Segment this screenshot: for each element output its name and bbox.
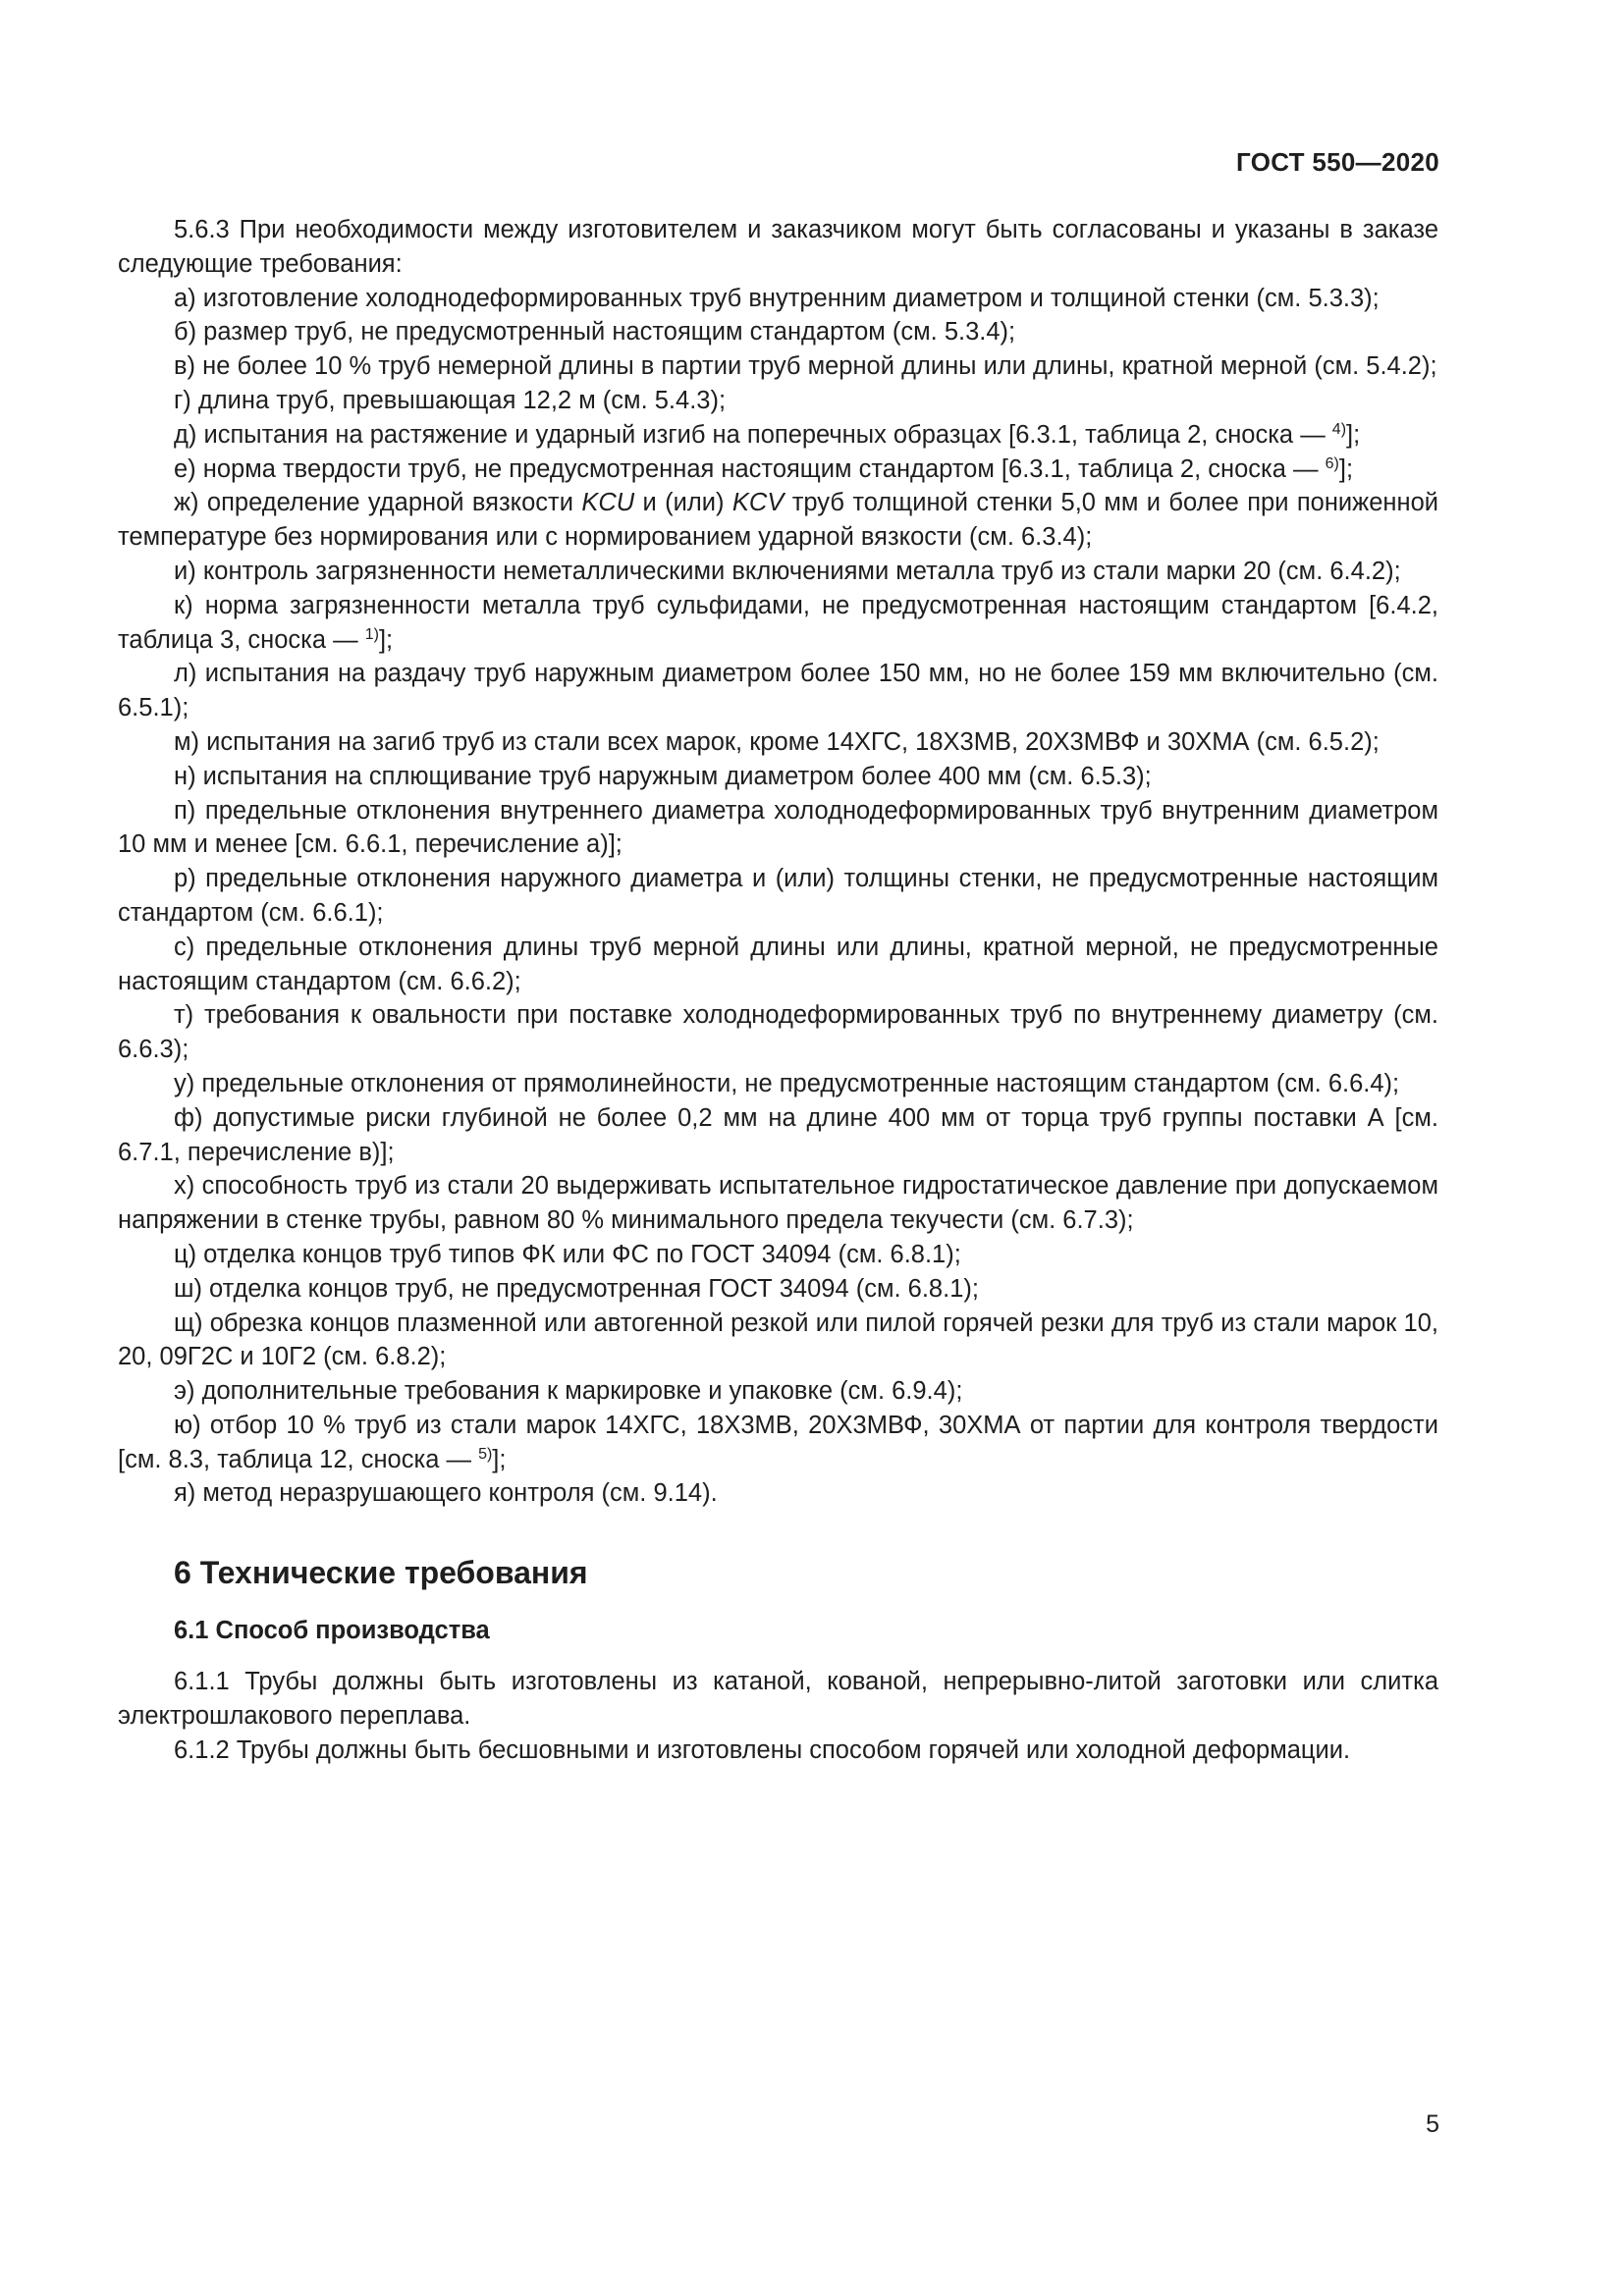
paragraph: у) предельные отклонения от прямолинейности, не предусмотренные настоящим стандартом (см. 6.6.4); xyxy=(174,1069,1400,1097)
paragraph: м) испытания на загиб труб из стали всех марок, кроме 14ХГС, 18Х3МВ, 20Х3МВФ и 30ХМА (см. 6.5.2); xyxy=(174,727,1380,756)
paragraph: э) дополнительные требования к маркировке и упаковке (см. 6.9.4); xyxy=(174,1377,963,1406)
paragraph: п) предельные отклонения внутреннего диаметра холоднодеформированных труб внутренним диаметром 10 мм и менее [см. 6.6.1, перечисление а)]; xyxy=(118,796,1438,859)
paragraph: щ) обрезка концов плазменной или автогенной резкой или пилой горячей резки для труб из стали марок 10, 20, 09Г2С и 10Г2 (см. 6.8.2); xyxy=(118,1308,1438,1371)
paragraph: 5.6.3 При необходимости между изготовителем и заказчиком могут быть согласованы и указаны в заказе следующие требования: xyxy=(118,216,1438,278)
requirements-list xyxy=(118,213,1438,1511)
paragraph: ж) определение ударной вязкости KCU и (или) KCV труб толщиной стенки 5,0 мм и более при пониженной температуре без нормирования или с нормированием ударной вязкости (см. 6.3.4); xyxy=(118,489,1438,552)
paragraph: т) требования к овальности при поставке холоднодеформированных труб по внутреннему диаметру (см. 6.6.3); xyxy=(118,1001,1438,1064)
paragraph: н) испытания на сплющивание труб наружным диаметром более 400 мм (см. 6.5.3); xyxy=(174,762,1152,790)
page-content xyxy=(118,213,1438,1768)
paragraph: г) длина труб, превышающая 12,2 м (см. 5.4.3); xyxy=(174,386,727,414)
paragraph: я) метод неразрушающего контроля (см. 9.14). xyxy=(174,1479,718,1508)
section-paragraphs xyxy=(118,1665,1438,1767)
paragraph: е) норма твердости труб, не предусмотренная настоящим стандартом [6.3.1, таблица 2, сноска — $^{6)}$]; xyxy=(174,454,1354,483)
paragraph: в) не более 10 % труб немерной длины в партии труб мерной длины или длины, кратной мерной (см. 5.4.2); xyxy=(174,352,1437,381)
page-number: 5 xyxy=(1426,2110,1439,2138)
paragraph: ф) допустимые риски глубиной не более 0,2 мм на длине 400 мм от торца труб группы поставки А [см. 6.7.1, перечисление в)]; xyxy=(118,1103,1438,1166)
paragraph: а) изготовление холоднодеформированных труб внутренним диаметром и толщиной стенки (см. 5.3.3); xyxy=(174,284,1380,312)
document-header: ГОСТ 550—2020 xyxy=(1236,147,1439,177)
section-title: 6 Технические требования xyxy=(174,1555,588,1591)
paragraph: к) норма загрязненности металла труб сульфидами, не предусмотренная настоящим стандартом [6.4.2, таблица 3, сноска — $^{1)}$]; xyxy=(118,591,1438,654)
paragraph: и) контроль загрязненности неметаллическими включениями металла труб из стали марки 20 (см. 6.4.2); xyxy=(174,557,1401,585)
paragraph: б) размер труб, не предусмотренный настоящим стандартом (см. 5.3.4); xyxy=(174,318,1016,347)
paragraph: 6.1.2 Трубы должны быть бесшовными и изготовлены способом горячей или холодной деформации. xyxy=(174,1735,1351,1764)
paragraph: л) испытания на раздачу труб наружным диаметром более 150 мм, но не более 159 мм включительно (см. 6.5.1); xyxy=(118,660,1438,722)
paragraph: ю) отбор 10 % труб из стали марок 14ХГС, 18Х3МВ, 20Х3МВФ, 30ХМА от партии для контроля твердости [см. 8.3, таблица 12, сноска — $^{5)}$]; xyxy=(118,1411,1438,1473)
paragraph: ц) отделка концов труб типов ФК или ФС по ГОСТ 34094 (см. 6.8.1); xyxy=(174,1240,961,1268)
paragraph: 6.1.1 Трубы должны быть изготовлены из катаной, кованой, непрерывно-литой заготовки или слитка электрошлакового переплава. xyxy=(118,1668,1438,1731)
paragraph: с) предельные отклонения длины труб мерной длины или длины, кратной мерной, не предусмотренные настоящим стандартом (см. 6.6.2); xyxy=(118,933,1438,995)
paragraph: д) испытания на растяжение и ударный изгиб на поперечных образцах [6.3.1, таблица 2, сноска — $^{4)}$]; xyxy=(174,420,1361,449)
paragraph: ш) отделка концов труб, не предусмотренная ГОСТ 34094 (см. 6.8.1); xyxy=(174,1274,979,1303)
subsection-title: 6.1 Способ производства xyxy=(174,1617,490,1645)
paragraph: х) способность труб из стали 20 выдерживать испытательное гидростатическое давление при допускаемом напряжении в стенке трубы, равном 80 % минимального предела текучести (см. 6.7.3); xyxy=(118,1172,1438,1235)
paragraph: р) предельные отклонения наружного диаметра и (или) толщины стенки, не предусмотренные настоящим стандартом (см. 6.6.1); xyxy=(118,865,1438,927)
